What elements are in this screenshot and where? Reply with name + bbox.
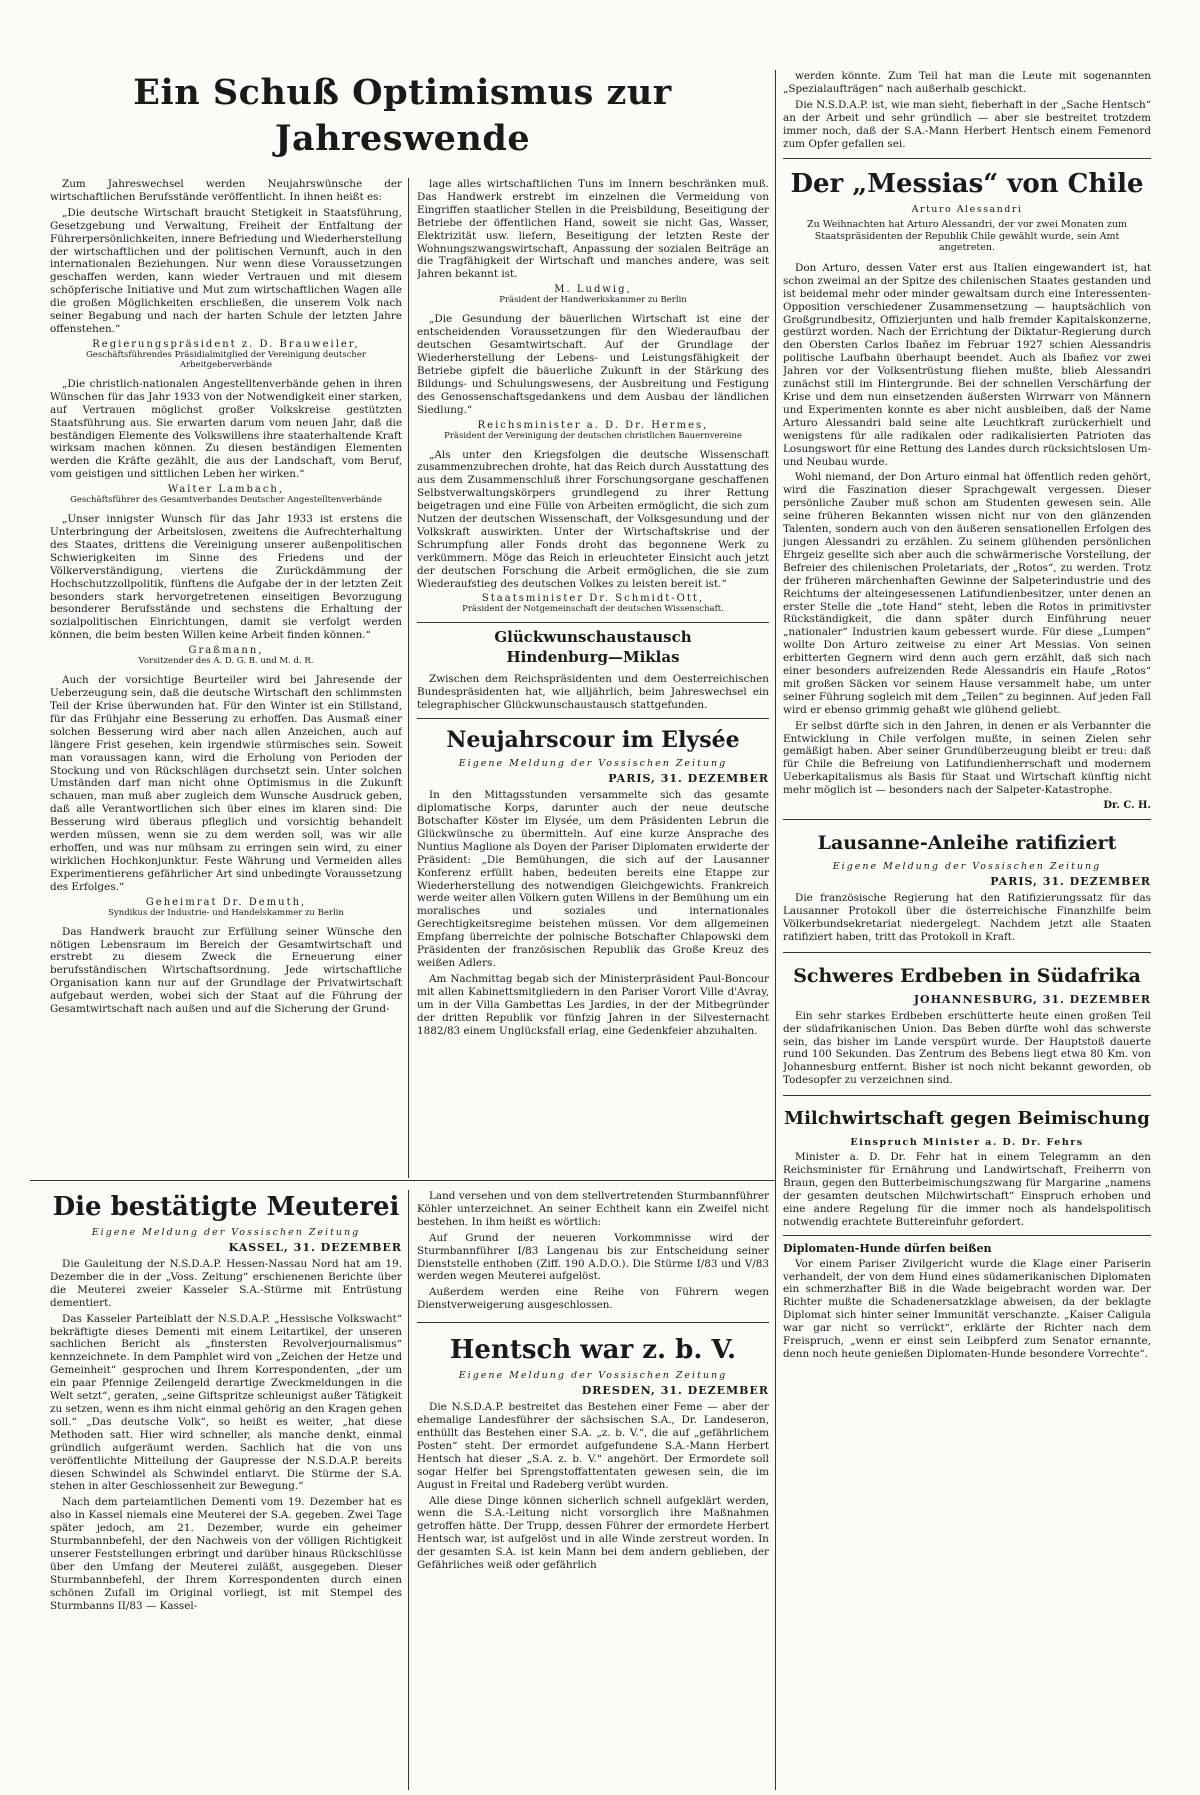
meuterei-paragraph: Die Gauleitung der N.S.D.A.P. Hessen-Nassau Nord hat am 19. Dezember die in der „Voss. Zeitung“ erschienenen Berichte über die Meuterei zweier Kasseler S.A.-Stürme mit Entrüstung dementiert.	[50, 1258, 402, 1309]
elysee-dept: Eigene Meldung der Vossischen Zeitung	[458, 758, 728, 770]
meuterei-paragraph: Außerdem werden eine Reihe von Führern wegen Dienstverweigerung ausgeschlossen.	[417, 1286, 769, 1312]
messias-paragraph: Don Arturo, dessen Vater erst aus Italien eingewandert ist, hat schon zweimal an der Spitze des chilenischen Staates gestanden und ist beidemal mehr oder minder gewaltsam durch eine Interessenten-Opposition verschiedener Zusammensetzung — hauptsächlich von Großgrundbesitz, Offizierjunten und halb fremder Kapitalskonzerne, gestürzt worden. Nach der Errichtung der Diktatur-Regierung durch den Obersten Carlos Ibañez im Februar 1927 schien Alessandris politische Laufbahn überhaupt beendet. Auch als Ibañez vor zwei Jahren vor der Volksentrüstung fliehen mußte, blieb Alessandri zunächst still im Hintergrunde. Bei der schnellen Verschärfung der Krise und dem nun einsetzenden äußersten Wirrwarr von Männern und Experimenten konnte es aber nicht ausbleiben, daß der Name Arturo Alessandri bald seine alte Leuchtkraft zurückerhielt und wenigstens für alle radikalen oder radikalisierten Patrioten das Losungswort für eine Rettung des Landes durch rücksichtslosen Um- und Neubau wurde.	[783, 261, 1151, 468]
signature: M. Ludwig,	[554, 284, 632, 296]
messias-signature: Dr. C. H.	[1103, 800, 1151, 812]
meuterei-article	[50, 1190, 402, 1790]
milch-body: Minister a. D. Dr. Fehr hat in einem Telegramm an den Reichsminister für Ernährung und Landwirtschaft, Freiherrn von Braun, gegen den Butterbeimischungszwang für Margarine „namens der gesamten deutschen Milchwirtschaft“ Einspruch erhoben und eine andere Regelung für die immer noch als handelspolitisch notwendig erachtete Buttereinfuhr gefordert.	[783, 1151, 1151, 1228]
elysee-title: Neujahrscour im Elysée	[446, 727, 740, 754]
lausanne-body: Die französische Regierung hat den Ratifizierungssatz für das Lausanner Protokoll über die österreichische Finanzhilfe beim Völkerbundsekretariat niedergelegt. Nachdem jetzt alle Staaten ratifiziert haben, tritt das Protokoll in Kraft.	[783, 892, 1151, 943]
section-rule	[783, 1095, 1151, 1096]
meuterei-title: Die bestätigte Meuterei	[52, 1192, 400, 1222]
hentsch-dept: Eigene Meldung der Vossischen Zeitung	[458, 1370, 728, 1382]
signature: Graßmann,	[188, 645, 264, 657]
main-column-1	[50, 178, 402, 1078]
main-paragraph: „Die christlich-nationalen Angestelltenverbände gehen in ihren Wünschen für das Jahr 1933 von der Notwendigkeit einer starken, auf Vertrauen möglichst großer Volkskreise gestützten Staatsführung aus. Sie erwarten darum vom neuen Jahr, daß die beständigen Elemente des Volkswillens ihre staaterhaltende Kraft wirksam machen können. Zu diesen beständigen Elementen werden die Kräfte gezählt, die aus der Landschaft, vom Beruf, vom geistigen und sittlichen Leben her wirken.“	[50, 377, 402, 481]
main-header	[30, 70, 775, 170]
signature-title: Vorsitzender des A. D. G. B. und M. d. R.	[138, 656, 314, 667]
signature-title: Geschäftsführendes Präsidialmitglied der Vereinigung deutscher Arbeitgeberverbände	[86, 349, 366, 370]
messias-title: Der „Messias“ von Chile	[790, 169, 1144, 200]
messias-subtitle: Arturo Alessandri	[911, 204, 1023, 216]
messias-intro: Zu Weihnachten hat Arturo Alessandri, der vor zwei Monaten zum Staatspräsidenten der Republik Chile gewählt wurde, sein Amt angetreten.	[807, 219, 1127, 254]
section-rule	[783, 819, 1151, 820]
glueckwunsch-title-2: Hindenburg—Miklas	[506, 648, 680, 667]
section-rule	[417, 622, 769, 623]
hentsch-paragraph: Alle diese Dinge können sicherlich schnell aufgeklärt werden, wenn die S.A.-Leitung nicht vorsorglich ihre Maßnahmen getroffen hätte. Der Trupp, dessen Führer der ermordete Herbert Hentsch war, ist aufgelöst und in alle Winde zerstreut worden. In der gesamten S.A. ist kein Mann bei dem andern geblieben, der Gefährliches weiß oder gefährlich	[417, 1494, 769, 1572]
main-paragraph: Das Handwerk braucht zur Erfüllung seiner Wünsche den nötigen Lebensraum im Bereich der Gesamtwirtschaft und erstrebt zu diesem Zweck die Erneuerung einer berufsständischen Wirtschaftsordnung. Jede wirtschaftliche Organisation kann nur auf der Grundlage der Privatwirtschaft aufgebaut werden, wobei sich der Staat auf die Führung der Gesamtwirtschaft nach außen und auf die Sicherung der Grund-	[50, 925, 402, 1016]
main-headline: Ein Schuß Optimismus zur Jahreswende	[133, 72, 672, 159]
main-column-2	[417, 178, 769, 1058]
meuterei-paragraph: Das Kasseler Parteiblatt der N.S.D.A.P. „Hessische Volkswacht“ bekräftigte dieses Dementi mit einem Leitartikel, der unseren sachlichen Bericht als „finstersten Revolverjournalismus“ kennzeichnete. In dem Pamphlet wird von „Zeichen der Hetze und Gemeinheit“ gesprochen und Ihrem Korrespondenten, „der um ein paar Pfennige Zeilengeld derartige Zweckmeldungen in die Welt setzt“, geraten, „seine Giftspritze schleunigst außer Tätigkeit zu setzen, wenn es ihm nicht einmal gehörig an den Kragen gehen soll.“ „Das deutsche Volk“, so heißt es weiter, „hat diese Methoden satt. Hier wird schneller, als manche denkt, einmal gründlich aufgeräumt werden. Sachlich hat die von uns veröffentlichte Mitteilung der Gaupresse der N.S.D.A.P. bereits diesen Schwindel als Schwindel entlarvt. Die Stürme der S.A. stehen in alter Geschlossenheit zur Bewegung.“	[50, 1312, 402, 1493]
section-rule	[783, 1235, 1151, 1236]
section-rule	[417, 718, 769, 719]
elysee-dateline: PARIS, 31. DEZEMBER	[608, 772, 769, 786]
meuterei-dept: Eigene Meldung der Vossischen Zeitung	[91, 1227, 361, 1238]
signature-title: Präsident der Notgemeinschaft der deutschen Wissenschaft.	[462, 604, 724, 615]
section-rule	[783, 158, 1151, 159]
lausanne-dept: Eigene Meldung der Vossischen Zeitung	[832, 861, 1102, 873]
hentsch-paragraph: Die N.S.D.A.P. bestreitet das Bestehen einer Feme — aber der ehemalige Landesführer der sächsischen S.A., Dr. Landeseron, enthüllt das Bestehen einer S.A. „z. b. V.“, die auf „gefährlichem Posten“ steht. Der ermordet aufgefundene S.A.-Mann Herbert Hentsch hat dieser „S.A. z. b. V.“ angehört. Der Ermordete soll sogar Helfer bei Sprengstoffattentaten gewesen sein, die im August in Freital und Radeberg verübt wurden.	[417, 1401, 769, 1491]
meuterei-paragraph: Nach dem parteiamtlichen Dementi vom 19. Dezember hat es also in Kassel niemals eine Meuterei der S.A. gegeben. Zwei Tage später jedoch, am 21. Dezember, wurde ein geheimer Sturmbannbefehl, der den Nachweis von der völligen Richtigkeit unserer Feststellungen erbringt und darüber hinaus Rückschlüsse über den Umfang der Meuterei zuläßt, ausgegeben. Dieser Sturmbannbefehl, der Ihrem Korrespondenten durch einen schönen Zufall im Original vorliegt, ist mit Stempel des Sturmbanns II/83 — Kassel-	[50, 1496, 402, 1612]
hentsch-title: Hentsch war z. b. V.	[449, 1335, 737, 1366]
elysee-paragraph: In den Mittagsstunden versammelte sich das gesamte diplomatische Korps, darunter auch der neue deutsche Botschafter Köster im Elysée, um dem Präsidenten Lebrun die Glückwünsche zu übermitteln. Auf eine kurze Ansprache des Nuntius Maglione als Doyen der Pariser Diplomaten erwiderte der Präsident: „Die Bemühungen, die sich auf der Lausanner Konferenz erfüllt haben, bedeuten bereits eine Etappe zur Wiederherstellung des notwendigen Gleichgewichts. Frankreich werde weiter allen Völkern guten Willens in der Bemühung um ein moralisches und soziales und internationales Gerechtigkeitsregime beistehen müssen. Vor dem allgemeinen Empfang überreichte der polnische Botschafter Chlapowski dem Präsidenten der französischen Republik das Große Kreuz des weißen Adlers.	[417, 789, 769, 969]
hentsch-dateline: DRESDEN, 31. DEZEMBER	[581, 1384, 769, 1398]
column-rule	[408, 1190, 409, 1790]
erdbeben-dateline: JOHANNESBURG, 31. DEZEMBER	[913, 992, 1151, 1006]
main-paragraph: „Unser innigster Wunsch für das Jahr 1933 ist erstens die Unterbringung der Arbeitslosen, zweitens die Aufrechterhaltung des Staates, drittens die Vereinigung unserer außenpolitischen Schwierigkeiten im Sinne des Friedens und der Völkerverständigung, viertens die Zurückdämmung der Hochschutzzollpolitik, fünftens die Aufgabe der in der letzten Zeit besonders stark hervorgetretenen einseitigen Bevorzugung besonderer Berufsstände und sechstens die Erhaltung der sozialpolitischen Einrichtungen, damit sie verfolgt werden können, die beim besten Willen keine Arbeit finden können.“	[50, 513, 402, 642]
milch-subtitle: Einspruch Minister a. D. Dr. Fehrs	[850, 1137, 1084, 1149]
signature-title: Präsident der Handwerkskammer zu Berlin	[499, 295, 687, 306]
meuterei-dateline: KASSEL, 31. DEZEMBER	[228, 1241, 402, 1254]
column-rule	[775, 70, 776, 1790]
erdbeben-title: Schweres Erdbeben in Südafrika	[793, 964, 1141, 987]
section-rule	[783, 952, 1151, 953]
main-paragraph: Auch der vorsichtige Beurteiler wird bei Jahresende der Ueberzeugung sein, daß die deutsche Wirtschaft den schlimmsten Teil der Krise überwunden hat. Für den Winter ist ein Stillstand, für das Frühjahr eine Besserung zu erhoffen. Das Ausmaß einer solchen Besserung wird aber nach allen Anzeichen, auch auf längere Frist gesehen, kein irgendwie stürmisches sein. Soweit man voraussagen kann, wird die Erholung von Perioden der Stockung und von Rückschlägen durchsetzt sein. Unter solchen Umständen darf man nicht ohne Optimismus in die Zukunft schauen, man muß aber zugleich dem Wunsche Ausdruck geben, daß alle Verantwortlichen sich über eines im klaren sind: Die Besserung wird überaus pfleglich und vorsichtig behandelt werden müssen, wenn sie zu dem werden soll, was wir alle erhoffen, und was nur mühsam zu erringen sein wird, zu einer wirklichen Hochkonjunktur. Feste Währung und Vermeiden alles Experimentierens gefährlicher Art sind unbedingte Voraussetzung des Erfolges.“	[50, 674, 402, 893]
meuterei-paragraph: Auf Grund der neueren Vorkommnisse wird der Sturmbannführer I/83 Langenau bis zur Entscheidung seiner Dienststelle enthoben (Ziff. 190 A.D.O.). Die Stürme I/83 und V/83 werden wegen Meuterei aufgelöst.	[417, 1231, 769, 1283]
glueckwunsch-title-1: Glückwunschaustausch	[494, 628, 692, 647]
main-paragraph: Zum Jahreswechsel werden Neujahrswünsche der wirtschaftlichen Berufsstände veröffentlicht. In ihnen heißt es:	[50, 178, 402, 203]
signature: Geheimrat Dr. Demuth,	[145, 896, 307, 908]
signature-title: Präsident der Vereinigung der deutschen christlichen Bauernvereine	[444, 430, 742, 441]
erdbeben-body: Ein sehr starkes Erdbeben erschütterte heute einen großen Teil der südafrikanischen Union. Das Beben dürfte wohl das schwerste sein, das bisher im Lande verspürt wurde. Der Hauptstoß dauerte rund 100 Sekunden. Das Zentrum des Bebens liegt etwa 80 Km. von Johannesburg entfernt. Bisher ist noch nicht bekannt geworden, ob Todesopfer zu verzeichnen sind.	[783, 1009, 1151, 1087]
messias-paragraph: Wohl niemand, der Don Arturo einmal hat öffentlich reden gehört, wird die Faszination dieser Sprachgewalt vergessen. Dieser persönliche Zauber muß schon am Studenten gewesen sein. Alle seine früheren Bekannten wissen nicht nur von den glänzenden Talenten, sondern auch von den äußeren sensationellen Erfolgen des jungen Alessandri zu erzählen. Zu seinem glühenden persönlichen Ehrgeiz gesellte sich aber auch die schwärmerische Vorstellung, der Befreier des chilenischen Proletariats, der „Rotos“, zu werden. Trotz der früheren märchenhaften Gewinne der Salpeterindustrie und des Reichtums der alteingesessenen Latifundienbesitzer, unter denen an erster Stelle die „tote Hand“ steht, leben die Rotos in primitivster Rückständigkeit, die dann später durch Einführung neuer „nationaler“ Industrien kaum gebessert wurde. Für diese „Lumpen“ wollte Don Arturo zeitweise zu einer Art Messias. Von seinen erbitterten Gegnern wird denn auch gern erzählt, daß sich nach einer besonders aufreizenden Rede Alessandris ein Haufe „Rotos“ mit großen Säcken vor seinem Hause versammelt habe, um unter seiner Führung sogleich mit dem „Teilen“ zu beginnen. Auf jeden Fall wird er ebenso grimmig gehaßt wie glühend geliebt.	[783, 471, 1151, 716]
column-rule	[408, 178, 409, 1178]
diplomaten-body: Vor einem Pariser Zivilgericht wurde die Klage einer Pariserin verhandelt, der von dem Hund eines südamerikanischen Diplomaten ein schmerzhafter Biß in die Wade beigebracht worden war. Der Richter mußte die Schadenersatzklage abweisen, da der beklagte Diplomat sich hinter seiner Immunität verschanzte. „Kaiser Caligula war gar nicht so verrückt“, erklärte der Richter nach dem Freispruch, „wenn er einst sein Leibpferd zum Senator ernannte, denn noch heute genießen Diplomaten-Hunde besondere Vorrechte“.	[783, 1257, 1151, 1360]
right-column	[783, 70, 1151, 1785]
diplomaten-title: Diplomaten-Hunde dürfen beißen	[783, 1241, 992, 1255]
hentsch-continued: Die N.S.D.A.P. ist, wie man sieht, fieberhaft in der „Sache Hentsch“ an der Arbeit und sehr gründlich — aber sie bestreitet trotzdem immer noch, daß der S.A.-Mann Herbert Hentsch einem Femenord zum Opfer gefallen sei.	[783, 98, 1151, 150]
section-rule	[417, 1322, 769, 1323]
hentsch-continued: werden könnte. Zum Teil hat man die Leute mit sogenannten „Spezialaufträgen“ nach außerhalb geschickt.	[783, 70, 1151, 95]
signature-title: Syndikus der Industrie- und Handelskammer zu Berlin	[108, 907, 344, 918]
section-rule	[30, 1180, 775, 1181]
lausanne-title: Lausanne-Anleihe ratifiziert	[817, 832, 1117, 855]
messias-paragraph: Er selbst dürfte sich in den Jahren, in denen er als Verbannter die Entwicklung in Chile verfolgen mußte, in seinen Zielen sehr gemäßigt haben. Aber seiner Grundüberzeugung bleibt er treu: daß für Chile die Befreiung von Latifundienherrschaft und modernem Ueberkapitalismus als Basis für Staat und Wirtschaft künftig nicht mehr möglich ist — besonders nach der Salpeter-Katastrophe.	[783, 719, 1151, 797]
main-paragraph: lage alles wirtschaftlichen Tuns im Innern beschränken muß. Das Handwerk erstrebt im einzelnen die Vermeidung von Eingriffen staatlicher Stellen in die Preisbildung, Beseitigung der Betriebe der öffentlichen Hand, soweit sie nicht Gas, Wasser, Elektrizität usw. liefern, Beseitigung der letzten Reste der Wohnungszwangswirtschaft, Anpassung der sozialen Beiträge an die Tragfähigkeit der Wirtschaft und manches andere, was seit Jahren bekannt ist.	[417, 178, 769, 281]
milch-title: Milchwirtschaft gegen Beimischung	[784, 1108, 1150, 1130]
main-paragraph: „Die Gesundung der bäuerlichen Wirtschaft ist eine der entscheidenden Voraussetzungen für den Wiederaufbau der deutschen Gesamtwirtschaft. Auf der Grundlage der Wiederherstellung der Lebens- und Leistungsfähigkeit der Betriebe gipfelt die bäuerliche Zukunft in der Stärkung des Bildungs- und Schulungswesens, der Ausbreitung und Festigung des Genossenschaftsgedankens und dem Ausbau der ländlichen Siedlung.“	[417, 313, 769, 416]
signature: Walter Lambach,	[167, 484, 285, 496]
signature: Reichsminister a. D. Dr. Hermes,	[477, 419, 709, 431]
meuterei-paragraph: Land versehen und von dem stellvertretenden Sturmbannführer Köhler unterzeichnet. An seiner Echtheit kann ein Zweifel nicht bestehen. In ihm heißt es wörtlich:	[417, 1190, 769, 1228]
main-paragraph: „Als unter den Kriegsfolgen die deutsche Wissenschaft zusammenzubrechen drohte, hat das Reich durch Ausstattung des aus dem Zusammenschluß ihrer Forschungsorgane geschaffenen Selbstverwaltungskörpers grundlegend zu ihrer Rettung beigetragen und eine Fülle von Arbeiten ermöglicht, die sich zum Nutzen der deutschen Wissenschaft, der Volksgesundung und der Volkskraft auswirkten. Unter der Wirtschaftskrise und der Schrumpfung aller Fonds droht das begonnene Werk zu verkümmern. Möge das Reich in erleuchteter Einsicht auch jetzt der deutschen Forschung die Arbeit ermöglichen, die sie zum Wiederaufstieg des deutschen Volkes zu leisten bereit ist.“	[417, 448, 769, 590]
elysee-paragraph: Am Nachmittag begab sich der Ministerpräsident Paul-Boncour mit allen Kabinettsmitgliedern in den Pariser Vorort Ville d'Avray, um in der Villa Gambettas Les Jardies, in der der Mitbegründer der dritten Republik vor fünfzig Jahren in der Silvesternacht 1882/83 einem Unglücksfall erlag, eine Gedenkfeier abzuhalten.	[417, 972, 769, 1037]
signature-title: Geschäftsführer des Gesamtverbandes Deutscher Angestelltenverbände	[70, 495, 382, 506]
glueckwunsch-body: Zwischen dem Reichspräsidenten und dem Oesterreichischen Bundespräsidenten hat, wie alljährlich, beim Jahreswechsel ein telegraphischer Glückwunschaustausch stattgefunden.	[417, 673, 769, 712]
signature: Staatsminister Dr. Schmidt-Ott,	[481, 593, 705, 605]
lausanne-dateline: PARIS, 31. DEZEMBER	[990, 875, 1151, 889]
signature: Regierungspräsident z. D. Brauweiler,	[92, 338, 360, 350]
main-paragraph: „Die deutsche Wirtschaft braucht Stetigkeit in Staatsführung, Gesetzgebung und Verwaltung, Freiheit der Entfaltung der Führerpersönlichkeiten, innere Befriedung und Wiederherstellung der wirtschaftlichen und der politischen Vernunft, auch in den internationalen Beziehungen. Nur wenn diese Voraussetzungen geschaffen werden, kann wieder Vertrauen und mit diesem schöpferische Initiative und Mut zum wirtschaftlichen Wagen alle die großen Möglichkeiten erschließen, die unserem Volk nach seiner Begabung und nach der harten Schule der letzten Jahre offenstehen.“	[50, 206, 402, 335]
bottom-middle-column	[417, 1190, 769, 1790]
